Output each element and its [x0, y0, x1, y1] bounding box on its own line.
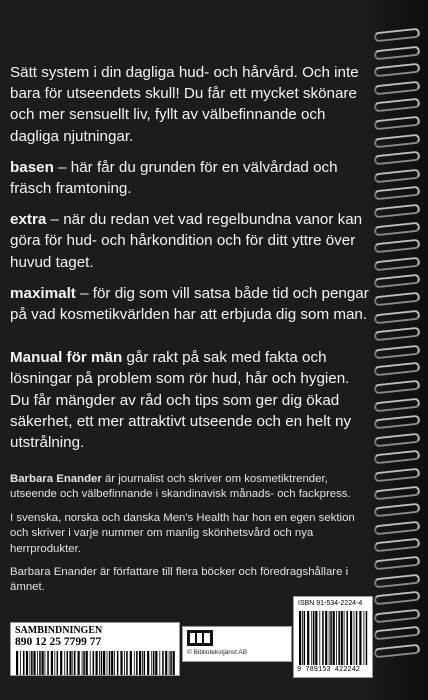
barcode-bar [356, 611, 358, 665]
blurb-basen: basen – här får du grunden för en välvårdad och fräsch framtoning. [10, 158, 338, 198]
barcode-bar [109, 651, 111, 675]
barcode-bar [57, 651, 59, 675]
barcode-bar [165, 651, 167, 675]
spiral-coil [374, 468, 421, 483]
spiral-coil [374, 168, 421, 183]
spiral-coil [374, 538, 421, 553]
barcode-bar [329, 611, 330, 665]
barcode-bar [354, 611, 355, 665]
blurb-manual: Manual för män går rakt på sak med fakta och lösningar på problem som rör hud, hår och hygien. Du får mängder av råd och tips som ger dig ökad säkerhet, ett mer attraktivt utseende och en helt ny utstrålning. [10, 349, 352, 452]
author-name: Barbara Enander [10, 473, 102, 485]
barcode-bar [338, 611, 340, 665]
barcode-bar [99, 651, 100, 675]
barcode-bar [60, 651, 62, 675]
spiral-coil [374, 309, 421, 324]
spiral-coil [374, 80, 421, 95]
term-extra: extra [10, 211, 47, 229]
spiral-coil [374, 362, 421, 377]
barcode-bar [47, 651, 49, 675]
barcode-bar [307, 611, 309, 665]
barcode-bar [311, 611, 312, 665]
barcode-bar [153, 651, 155, 675]
barcode-bar [126, 651, 128, 675]
barcode-bar [302, 611, 303, 665]
barcode-bar [359, 611, 361, 665]
barcode-bar [67, 651, 69, 675]
isbn-label: ISBN 91-534-2224-4 [298, 600, 363, 607]
spiral-coil [374, 432, 421, 447]
term-basen: basen [10, 158, 54, 176]
barcode-bar [90, 651, 91, 675]
barcode-bar [83, 651, 85, 675]
btj-label [182, 626, 292, 662]
barcode-bar [78, 651, 80, 675]
barcode-bar [37, 651, 38, 675]
barcode-bar [147, 651, 149, 675]
spiral-coil [374, 221, 421, 236]
btj-text: © Bibliotekstjänst AB [187, 649, 248, 656]
spiral-coil [374, 556, 421, 571]
barcode-bar [315, 611, 317, 665]
barcode-bar [142, 651, 143, 675]
barcode-bar [54, 651, 55, 675]
barcode-bar [69, 651, 71, 675]
spiral-coil [374, 28, 421, 43]
spiral-coils [366, 30, 428, 670]
barcode-bar [31, 651, 32, 675]
barcode-bar [144, 651, 146, 675]
spiral-coil [374, 239, 421, 254]
barcode-bar [319, 611, 320, 665]
spiral-coil [374, 520, 421, 535]
barcode-bar [103, 651, 105, 675]
barcode-bar [101, 651, 103, 675]
barcode-bar [86, 651, 88, 675]
spiral-coil [374, 503, 421, 518]
spiral-coil [374, 380, 421, 395]
spiral-coil [374, 573, 421, 588]
blurb-intro: Sätt system i din dagliga hud- och hårvård. Och inte bara för utseendets skull! Du får ett mycket skönare och mer sensuellt liv, fyllt av välbefinnande och dagliga njutningar. [10, 64, 359, 145]
spiral-coil [374, 415, 421, 430]
barcode-bar [117, 651, 119, 675]
barcode-bar [170, 651, 172, 675]
spiral-coil [374, 133, 421, 148]
barcode-label: SAMBINDNINGEN [15, 625, 103, 636]
library-barcode-label [10, 622, 180, 676]
bio-paragraph-1: Barbara Enander är journalist och skriver om kosmetiktrender, utseende och välbefinnande i skandinavisk månads- och fackpress. [10, 473, 351, 501]
barcode-bar [313, 611, 315, 665]
barcode-bar [333, 611, 335, 665]
barcode-bar [139, 651, 141, 675]
bio-paragraph-2: I svenska, norska och danska Men's Health har hon en egen sektion och skriver i varje nummer om manlig skönhetsvård och nya herrprodukter. [10, 511, 355, 555]
barcode-bar [74, 651, 76, 675]
barcode-bar [155, 651, 157, 675]
barcode-bar [299, 611, 301, 665]
spiral-coil [374, 116, 421, 131]
barcode-bar [325, 611, 327, 665]
barcode-bar [120, 651, 122, 675]
spiral-coil [374, 344, 421, 359]
spiral-coil [374, 292, 421, 307]
spiral-coil [374, 608, 421, 623]
barcode-bar [111, 651, 113, 675]
barcode-bar [366, 611, 368, 665]
barcode-bar [173, 651, 175, 675]
spiral-coil [374, 63, 421, 78]
barcode-bar [51, 651, 53, 675]
spiral-coil [374, 591, 421, 606]
barcode-bar [322, 611, 324, 665]
barcode-bar [124, 651, 125, 675]
barcode-bar [162, 651, 164, 675]
spiral-coil [374, 45, 421, 60]
isbn-barcode-label [293, 596, 373, 678]
barcode-bar [23, 651, 25, 675]
barcode-bar [72, 651, 73, 675]
blurb-extra: extra – när du redan vet vad regelbundna vanor kan göra för hud- och hårkondition och för ditt yttre över huvud taget. [10, 211, 363, 271]
barcode-bar [114, 651, 115, 675]
barcode-bar [33, 651, 35, 675]
barcode-bar [336, 611, 337, 665]
barcode-bar [30, 651, 31, 675]
spiral-coil [374, 450, 421, 465]
barcode-bar [151, 651, 152, 675]
barcode-bar [344, 611, 345, 665]
barcode-number: 890 12 25 7799 77 [15, 636, 102, 648]
isbn-number: 9 789153 422242 [297, 666, 361, 674]
barcode-bar [93, 651, 95, 675]
barcode-bar [45, 651, 46, 675]
barcode-bar [364, 611, 365, 665]
barcode-bar [64, 651, 65, 675]
spiral-coil [374, 644, 421, 659]
spiral-coil [374, 98, 421, 113]
blurb-maximalt: maximalt – för dig som vill satsa både tid och pengar på vad kosmetikvärlden har att erbjuda dig som man. [10, 284, 369, 324]
term-manual: Manual för män [10, 349, 123, 367]
barcode-bar [169, 651, 170, 675]
spiral-coil [374, 397, 421, 412]
barcode-bar [82, 651, 83, 675]
bio-paragraph-3: Barbara Enander är författare till flera böcker och föredragshållare i ämnet. [10, 566, 349, 594]
barcode-bars [15, 651, 175, 675]
spiral-coil [374, 151, 421, 166]
barcode-bar [42, 651, 44, 675]
term-maximalt: maximalt [10, 284, 76, 302]
barcode-bar [304, 611, 306, 665]
author-bio [10, 472, 370, 604]
spiral-coil [374, 204, 421, 219]
barcode-bar [347, 611, 349, 665]
spiral-coil [374, 327, 421, 342]
barcode-bar [136, 651, 138, 675]
spiral-coil [374, 274, 421, 289]
barcode-bar [130, 651, 132, 675]
barcode-bar [26, 651, 28, 675]
barcode-bar [107, 651, 108, 675]
spiral-coil [374, 485, 421, 500]
barcode-bar [330, 611, 332, 665]
barcode-bar [20, 651, 21, 675]
barcode-bar [134, 651, 135, 675]
isbn-barcode-bars [298, 611, 368, 665]
spiral-coil [374, 626, 421, 641]
barcode-bar [350, 611, 352, 665]
spiral-coil [374, 256, 421, 271]
barcode-bar [96, 651, 98, 675]
blurb-text [10, 62, 370, 463]
barcode-bar [16, 651, 18, 675]
spiral-coil [374, 186, 421, 201]
btj-logo-icon [187, 630, 213, 646]
barcode-bar [39, 651, 41, 675]
barcode-bar [159, 651, 160, 675]
barcode-bar [341, 611, 343, 665]
